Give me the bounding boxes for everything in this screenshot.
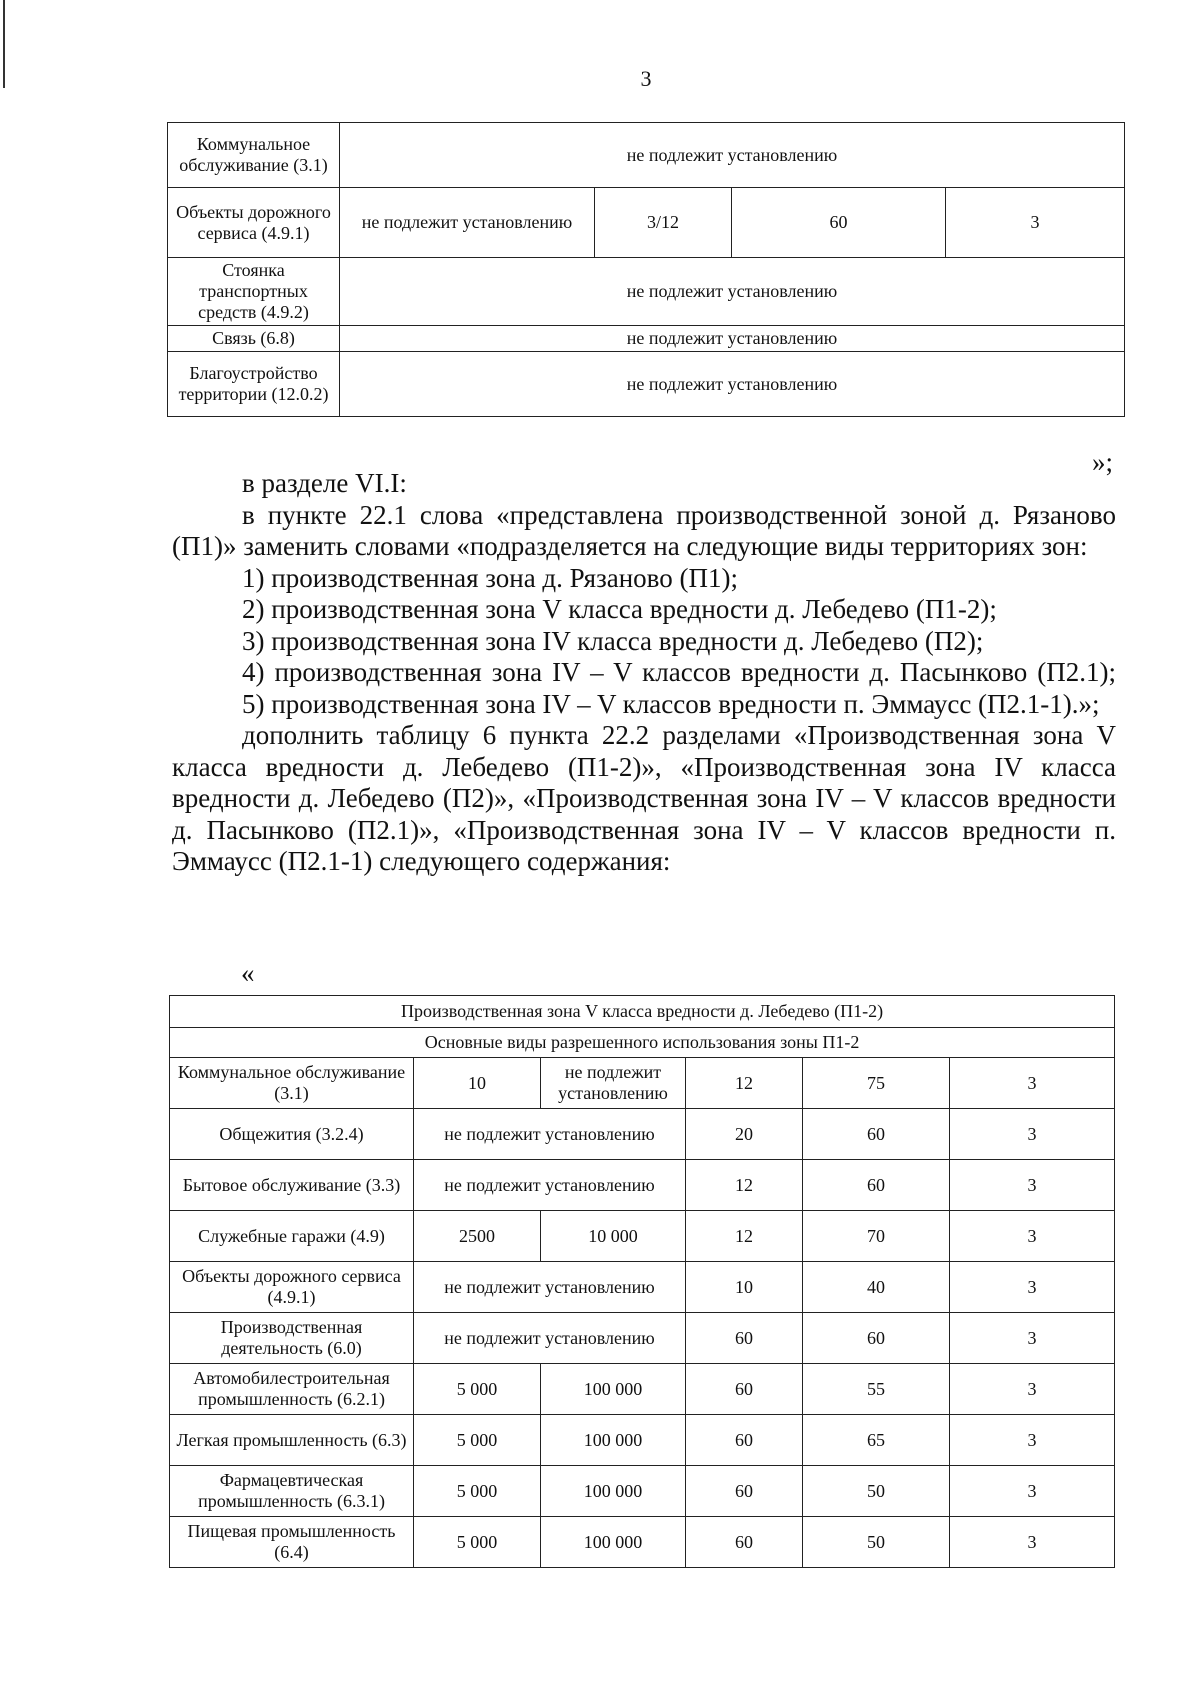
- table-row: [170, 1211, 1115, 1262]
- closing-quote: »;: [1092, 447, 1114, 477]
- table-row: [170, 1313, 1115, 1364]
- value-cell: 10: [686, 1262, 803, 1313]
- value-cell: 2500: [414, 1211, 541, 1262]
- value-cell: 3: [950, 1058, 1115, 1109]
- list-item: 5) производственная зона IV – V классов вредности п. Эммаусс (П2.1-1).»;: [242, 688, 1100, 719]
- value-cell: 50: [803, 1466, 950, 1517]
- use-type-cell: Автомобилестроительная промышленность (6.2.1): [170, 1364, 414, 1415]
- table-row: [168, 123, 1125, 188]
- value-cell: 12: [686, 1211, 803, 1262]
- value-cell: 75: [803, 1058, 950, 1109]
- value-cell: 40: [803, 1262, 950, 1313]
- use-type-cell: Объекты дорожного сервиса (4.9.1): [168, 188, 340, 258]
- value-cell: 5 000: [414, 1517, 541, 1568]
- value-cell: 100 000: [541, 1364, 686, 1415]
- table-row: [168, 352, 1125, 417]
- value-cell: 12: [686, 1160, 803, 1211]
- zone-p1-2-table: [169, 995, 1115, 1568]
- value-cell: не подлежит установлению: [340, 326, 1125, 352]
- value-cell: не подлежит установлению: [340, 258, 1125, 326]
- page-number: 3: [640, 66, 652, 91]
- value-cell: не подлежит установлению: [414, 1109, 686, 1160]
- table-row: [170, 1160, 1115, 1211]
- value-cell: 12: [686, 1058, 803, 1109]
- value-cell: не подлежит установлению: [340, 352, 1125, 417]
- value-cell: 100 000: [541, 1415, 686, 1466]
- value-cell: не подлежит установлению: [340, 188, 595, 258]
- list-item: 2) производственная зона V класса вредности д. Лебедево (П1-2);: [242, 594, 997, 624]
- value-cell: 3: [950, 1160, 1115, 1211]
- value-cell: не подлежит установлению: [414, 1262, 686, 1313]
- paragraph: в пункте 22.1 слова «представлена производственной зоной д. Рязаново (П1)» заменить словами «подразделяется на следующие виды территориях зон:: [172, 499, 1116, 561]
- table-row: [170, 1058, 1115, 1109]
- use-type-cell: Связь (6.8): [168, 326, 340, 352]
- use-type-cell: Производственная деятельность (6.0): [170, 1313, 414, 1364]
- value-cell: 60: [803, 1160, 950, 1211]
- value-cell: 3: [946, 188, 1125, 258]
- value-cell: 3: [950, 1517, 1115, 1568]
- table-row: [168, 188, 1125, 258]
- value-cell: 60: [686, 1313, 803, 1364]
- value-cell: 10: [414, 1058, 541, 1109]
- value-cell: 3/12: [595, 188, 732, 258]
- value-cell: 20: [686, 1109, 803, 1160]
- value-cell: 60: [686, 1517, 803, 1568]
- opening-quote: «: [241, 958, 255, 988]
- value-cell: 60: [803, 1109, 950, 1160]
- use-type-cell: Благоустройство территории (12.0.2): [168, 352, 340, 417]
- value-cell: 55: [803, 1364, 950, 1415]
- value-cell: 65: [803, 1415, 950, 1466]
- value-cell: 50: [803, 1517, 950, 1568]
- table-title-row: [170, 996, 1115, 1028]
- table-subtitle-row: [170, 1028, 1115, 1058]
- list-item: 4) производственная зона IV – V классов вредности д. Пасынково (П2.1);: [242, 657, 1116, 687]
- value-cell: 100 000: [541, 1466, 686, 1517]
- value-cell: не подлежит установлению: [414, 1313, 686, 1364]
- use-type-cell: Общежития (3.2.4): [170, 1109, 414, 1160]
- table-subtitle: Основные виды разрешенного использования зоны П1-2: [170, 1028, 1115, 1058]
- value-cell: не подлежит установлению: [340, 123, 1125, 188]
- value-cell: 60: [803, 1313, 950, 1364]
- use-type-cell: Пищевая промышленность (6.4): [170, 1517, 414, 1568]
- value-cell: 100 000: [541, 1517, 686, 1568]
- table-row: [170, 1517, 1115, 1568]
- use-type-cell: Коммунальное обслуживание (3.1): [168, 123, 340, 188]
- value-cell: 60: [686, 1415, 803, 1466]
- list-item: 3) производственная зона IV класса вредности д. Лебедево (П2);: [242, 625, 984, 656]
- table-row: [168, 258, 1125, 326]
- table-row: [170, 1364, 1115, 1415]
- table-row: [170, 1466, 1115, 1517]
- value-cell: 60: [732, 188, 946, 258]
- use-type-cell: Бытовое обслуживание (3.3): [170, 1160, 414, 1211]
- use-type-cell: Объекты дорожного сервиса (4.9.1): [170, 1262, 414, 1313]
- value-cell: 5 000: [414, 1364, 541, 1415]
- use-type-cell: Коммунальное обслуживание (3.1): [170, 1058, 414, 1109]
- value-cell: 60: [686, 1364, 803, 1415]
- permitted-use-table-continued: [167, 122, 1125, 417]
- value-cell: 5 000: [414, 1415, 541, 1466]
- value-cell: 5 000: [414, 1466, 541, 1517]
- value-cell: 3: [950, 1415, 1115, 1466]
- table-row: [168, 326, 1125, 352]
- value-cell: не подлежит установлению: [541, 1058, 686, 1109]
- table-row: [170, 1415, 1115, 1466]
- value-cell: 3: [950, 1313, 1115, 1364]
- value-cell: 3: [950, 1262, 1115, 1313]
- table-title: Производственная зона V класса вредности д. Лебедево (П1-2): [170, 996, 1115, 1028]
- value-cell: 3: [950, 1364, 1115, 1415]
- use-type-cell: Служебные гаражи (4.9): [170, 1211, 414, 1262]
- use-type-cell: Легкая промышленность (6.3): [170, 1415, 414, 1466]
- value-cell: не подлежит установлению: [414, 1160, 686, 1211]
- list-item: 1) производственная зона д. Рязаново (П1);: [242, 562, 738, 593]
- value-cell: 3: [950, 1466, 1115, 1517]
- table-row: [170, 1262, 1115, 1313]
- table-row: [170, 1109, 1115, 1160]
- value-cell: 60: [686, 1466, 803, 1517]
- use-type-cell: Стоянка транспортных средств (4.9.2): [168, 258, 340, 326]
- paragraph: дополнить таблицу 6 пункта 22.2 разделами «Производственная зона V класса вредности д. Лебедево (П1-2)», «Производственная зона IV класса вредности д. Лебедево (П2)», «Производственная зона IV – V классов вредности д. Пасынково (П2.1)», «Производственная зона IV – V классов вредности п. Эммаусс (П2.1-1) следующего содержания:: [172, 720, 1116, 876]
- value-cell: 3: [950, 1211, 1115, 1262]
- use-type-cell: Фармацевтическая промышленность (6.3.1): [170, 1466, 414, 1517]
- value-cell: 70: [803, 1211, 950, 1262]
- section-heading: в разделе VI.I:: [242, 468, 407, 498]
- amendment-text: [172, 468, 1116, 878]
- value-cell: 3: [950, 1109, 1115, 1160]
- value-cell: 10 000: [541, 1211, 686, 1262]
